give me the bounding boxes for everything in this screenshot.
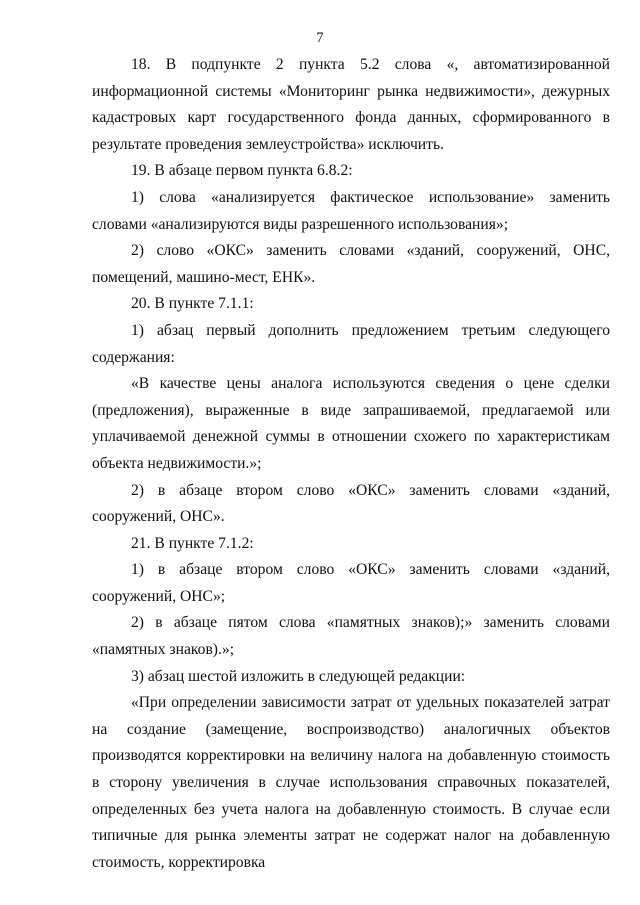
paragraph-item-20-2: 2) в абзаце втором слово «ОКС» заменить словами «зданий, сооружений, ОНС». (92, 481, 610, 526)
paragraph-item-21-heading: 21. В пункте 7.1.2: (131, 534, 254, 552)
paragraph-item-18: 18. В подпункте 2 пункта 5.2 слова «, автоматизированной информационной системы «Мониторинг рынка недвижимости», дежурных кадастровых карт государственного фонда данных, сформированного в результате проведения землеустройства» исключить. (92, 56, 610, 153)
paragraph-item-21-3: 3) абзац шестой изложить в следующей редакции: (131, 667, 466, 685)
paragraph-item-19-2: 2) слово «ОКС» заменить словами «зданий, сооружений, ОНС, помещений, машино-мест, ЕНК». (92, 242, 610, 286)
paragraph-quote-7-1-2: «При определении зависимости затрат от удельных показателей затрат на создание (замещение, воспроизводство) аналогичных объектов производятся корректировки на величину налога на добавленную стоимость в сторону увеличения в случае использования справочных показателей, определенных без учета налога на добавленную стоимость. В случае если типичные для рынка элементы затрат не содержат налог на добавленную стоимость, корректировка (92, 694, 610, 871)
paragraph-item-20-1: 1) абзац первый дополнить предложением третьим следующего содержания: (92, 321, 610, 366)
paragraph-item-19-heading: 19. В абзаце первом пункта 6.8.2: (131, 162, 353, 180)
paragraph-item-19-1: 1) слова «анализируется фактическое использование» заменить словами «анализируются виды разрешенного использования»; (92, 188, 610, 233)
document-body (92, 52, 610, 876)
paragraph-item-20-heading: 20. В пункте 7.1.1: (131, 295, 254, 313)
paragraph-quote-7-1-1: «В качестве цены аналога используются сведения о цене сделки (предложения), выраженные в виде запрашиваемой, предлагаемой или уплачиваемой денежной суммы в отношении схожего по характеристикам объекта недвижимости.»; (92, 375, 610, 472)
paragraph-item-21-2: 2) в абзаце пятом слова «памятных знаков);» заменить словами «памятных знаков).»; (92, 614, 610, 659)
page-number: 7 (316, 30, 324, 46)
paragraph-item-21-1: 1) в абзаце втором слово «ОКС» заменить словами «зданий, сооружений, ОНС»; (92, 561, 610, 605)
